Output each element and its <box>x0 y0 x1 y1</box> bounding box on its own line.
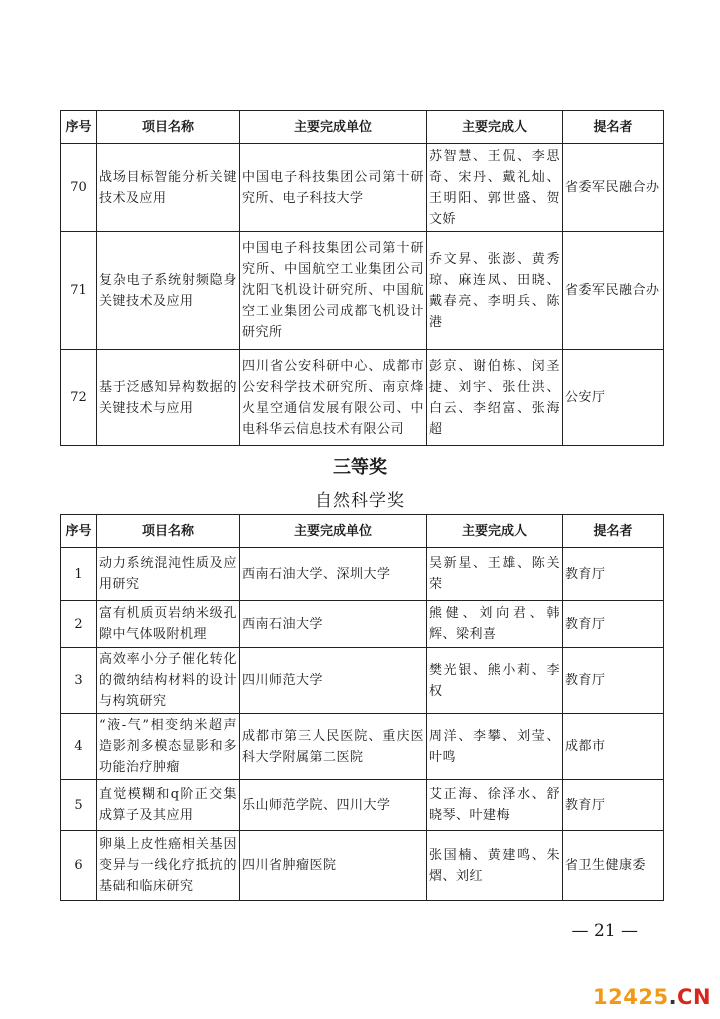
row-nominator: 教育厅 <box>563 548 664 601</box>
row-people: 苏智慧、王侃、李思奇、宋丹、戴礼灿、王明阳、郭世盛、贺文娇 <box>427 144 563 232</box>
table-row <box>61 780 664 831</box>
row-nominator: 成都市 <box>563 714 664 780</box>
row-unit: 四川省公安科研中心、成都市公安科学技术研究所、南京烽火星空通信发展有限公司、中电科华云信息技术有限公司 <box>240 350 427 446</box>
table-row <box>61 714 664 780</box>
row-no: 4 <box>61 714 97 780</box>
row-people: 樊光银、熊小莉、李权 <box>427 648 563 714</box>
row-people: 彭京、谢伯栋、闵圣捷、刘宇、张仕洪、白云、李绍富、张海超 <box>427 350 563 446</box>
table-row <box>61 232 664 350</box>
row-nominator: 省委军民融合办 <box>563 144 664 232</box>
row-people: 艾正海、徐泽水、舒晓琴、叶建梅 <box>427 780 563 831</box>
row-nominator: 教育厅 <box>563 601 664 648</box>
row-project-name: 复杂电子系统射频隐身关键技术及应用 <box>97 232 240 350</box>
row-project-name: 动力系统混沌性质及应用研究 <box>97 548 240 601</box>
table-header-row <box>61 515 664 548</box>
award-level-heading: 三等奖 <box>333 457 387 478</box>
row-project-name: 基于泛感知异构数据的关键技术与应用 <box>97 350 240 446</box>
row-no: 70 <box>61 144 97 232</box>
row-unit: 中国电子科技集团公司第十研究所、中国航空工业集团公司沈阳飞机设计研究所、中国航空工业集团公司成都飞机设计研究所 <box>240 232 427 350</box>
row-no: 6 <box>61 831 97 901</box>
header-unit: 主要完成单位 <box>240 515 427 548</box>
row-people: 吴新星、王雄、陈关荣 <box>427 548 563 601</box>
row-nominator: 省委军民融合办 <box>563 232 664 350</box>
row-project-name: 卵巢上皮性癌相关基因变异与一线化疗抵抗的基础和临床研究 <box>97 831 240 901</box>
row-nominator: 教育厅 <box>563 648 664 714</box>
header-project-name: 项目名称 <box>97 515 240 548</box>
award-table-natural-science <box>60 514 664 901</box>
table-row <box>61 648 664 714</box>
row-nominator: 公安厅 <box>563 350 664 446</box>
row-unit: 四川师范大学 <box>240 648 427 714</box>
row-project-name: 高效率小分子催化转化的微纳结构材料的设计与构筑研究 <box>97 648 240 714</box>
row-no: 3 <box>61 648 97 714</box>
table-row <box>61 144 664 232</box>
table-row <box>61 831 664 901</box>
row-people: 周洋、李攀、刘莹、叶鸣 <box>427 714 563 780</box>
row-nominator: 省卫生健康委 <box>563 831 664 901</box>
award-table-second-prize-continued <box>60 110 664 446</box>
award-category-heading: 自然科学奖 <box>315 491 405 511</box>
watermark-number: 12425 <box>593 985 669 1009</box>
row-project-name: 战场目标智能分析关键技术及应用 <box>97 144 240 232</box>
table-row <box>61 601 664 648</box>
header-no: 序号 <box>61 111 97 144</box>
header-project-name: 项目名称 <box>97 111 240 144</box>
header-nominator: 提名者 <box>563 515 664 548</box>
header-people: 主要完成人 <box>427 515 563 548</box>
row-unit: 西南石油大学 <box>240 601 427 648</box>
table-row <box>61 350 664 446</box>
row-project-name: 直觉模糊和q阶正交集成算子及其应用 <box>97 780 240 831</box>
row-unit: 成都市第三人民医院、重庆医科大学附属第二医院 <box>240 714 427 780</box>
row-unit: 中国电子科技集团公司第十研究所、电子科技大学 <box>240 144 427 232</box>
page-number: — 21 — <box>571 921 638 941</box>
header-nominator: 提名者 <box>563 111 664 144</box>
row-people: 乔文昇、张澎、黄秀琼、麻连凤、田晓、戴春亮、李明兵、陈港 <box>427 232 563 350</box>
row-no: 71 <box>61 232 97 350</box>
site-watermark <box>593 985 711 1009</box>
row-people: 熊健、刘向君、韩辉、梁利喜 <box>427 601 563 648</box>
row-no: 2 <box>61 601 97 648</box>
row-nominator: 教育厅 <box>563 780 664 831</box>
row-no: 1 <box>61 548 97 601</box>
header-unit: 主要完成单位 <box>240 111 427 144</box>
table-header-row <box>61 111 664 144</box>
watermark-cn: CN <box>677 985 712 1009</box>
row-people: 张国楠、黄建鸣、朱熠、刘红 <box>427 831 563 901</box>
row-unit: 四川省肿瘤医院 <box>240 831 427 901</box>
header-people: 主要完成人 <box>427 111 563 144</box>
row-no: 5 <box>61 780 97 831</box>
header-no: 序号 <box>61 515 97 548</box>
row-unit: 西南石油大学、深圳大学 <box>240 548 427 601</box>
watermark-dot: . <box>668 985 678 1009</box>
row-project-name: “液-气”相变纳米超声造影剂多模态显影和多功能治疗肿瘤 <box>97 714 240 780</box>
row-no: 72 <box>61 350 97 446</box>
table-row <box>61 548 664 601</box>
row-unit: 乐山师范学院、四川大学 <box>240 780 427 831</box>
row-project-name: 富有机质页岩纳米级孔隙中气体吸附机理 <box>97 601 240 648</box>
